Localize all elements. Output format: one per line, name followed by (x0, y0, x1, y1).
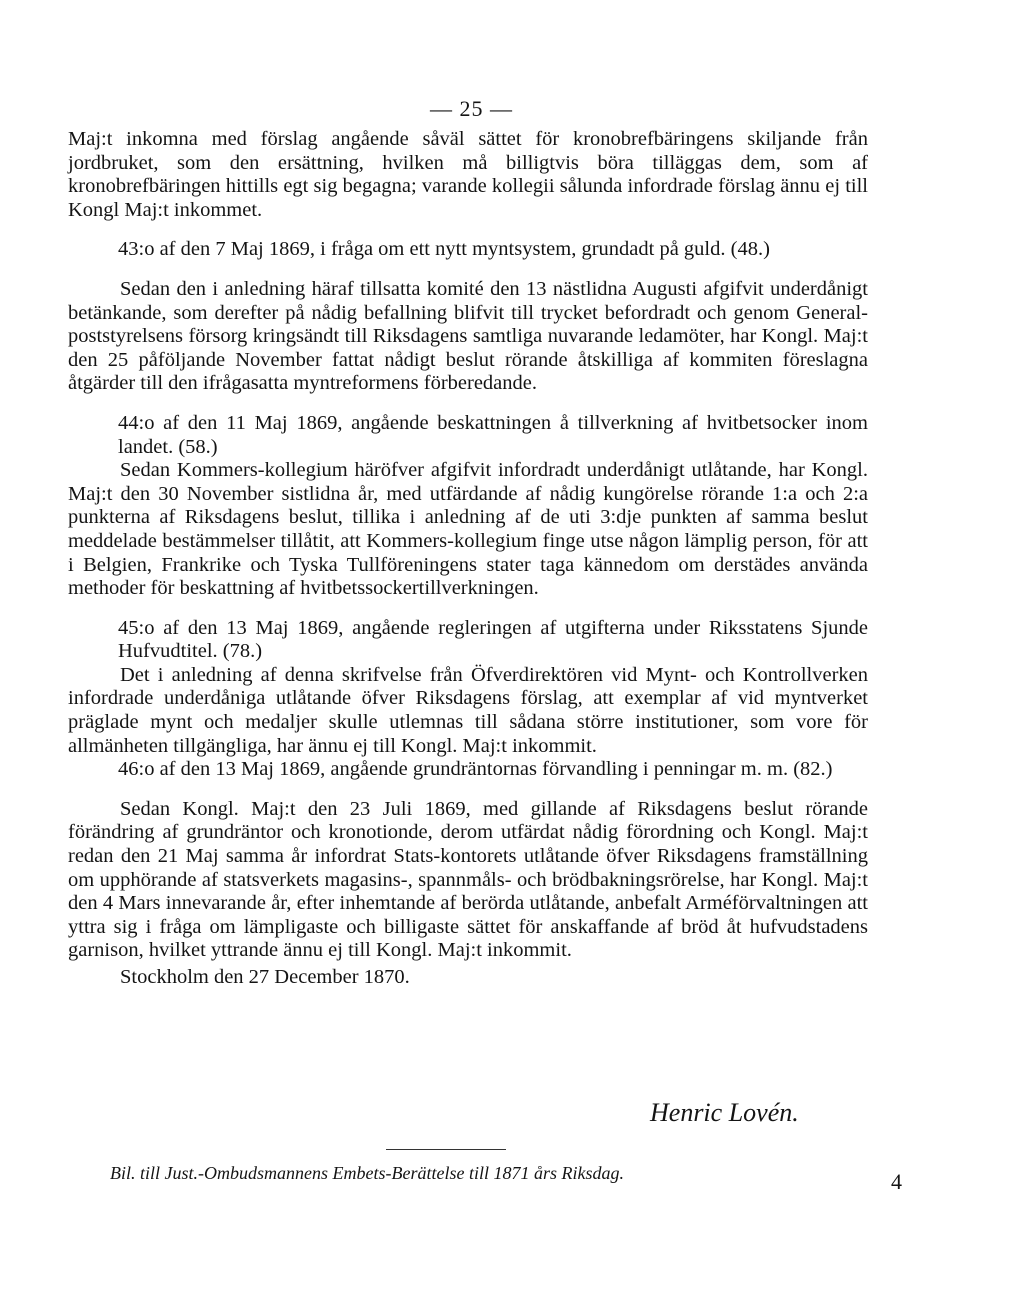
divider (386, 1149, 506, 1150)
paragraph: Sedan Kongl. Maj:t den 23 Juli 1869, med gillande af Riksdagens beslut rörande förändring af grundräntor och kronotionde, derom utfärdat nådig förordning och Kongl. Maj:t redan den 21 Maj samma år infordrat Stats-kontorets utlåtande öfver Riksdagens framställning om upphörande af statsverkets magasins-, spannmåls- och brödbakningsrörelse, har Kongl. Maj:t den 4 Mars innevarande år, efter inhemtande af berörda utlåtande, anbefalt Arméförvaltningen att yttra sig i fråga om lämpligaste och billigaste sättet för anskaffande af bröd åt hufvudstadens garnison, hvilket yttrande ännu ej till Kongl. Maj:t inkommit. (68, 797, 868, 962)
list-item: 44:o af den 11 Maj 1869, angående beskattningen å tillverkning af hvitbetsocker inom landet. (58.) (118, 411, 868, 458)
page-number: — 25 — (430, 96, 513, 121)
list-item: 43:o af den 7 Maj 1869, i fråga om ett nytt myntsystem, grundadt på guld. (48.) (118, 238, 770, 261)
closing-date-line: Stockholm den 27 December 1870. (120, 966, 410, 988)
sheet-signature-mark: 4 (891, 1169, 902, 1194)
paragraph: Sedan den i anledning häraf tillsatta komité den 13 nästlidna Augusti afgifvit underdånigt betänkande, som derefter på nådig befallning blifvit till trycket befordradt och genom General-poststyrelsens försorg kringsändt till Riksdagens samtliga nuvarande ledamöter, har Kongl. Maj:t den 25 påföljande November fattat nådigt beslut rörande åtskilliga af kommiten föreslagna åtgärder till den ifrågasatta myntreformens förberedande. (68, 277, 868, 395)
paragraph: Sedan Kommers-kollegium häröfver afgifvit infordradt underdånigt utlåtande, har Kongl. Maj:t den 30 November sistlidna år, med utfärdande af nådig kungörelse rörande 1:a och 2:a punkterna af Riksdagens beslut, tillika i anledning af de uti 3:dje punkten af samma beslut meddelade bestämmelser tillåtit, att Kommers-kollegium finge utse någon lämplig person, för att i Belgien, Frankrike och Tyska Tullföreningens stater taga kännedom om derstädes använda methoder för beskattning af hvitbetssockertillverkningen. (68, 459, 868, 600)
list-item: 45:o af den 13 Maj 1869, angående regleringen af utgifterna under Riksstatens Sjunde Hufvudtitel. (78.) (118, 616, 868, 663)
paragraph: Det i anledning af denna skrifvelse från Öfverdirektören vid Mynt- och Kontrollverken infordrade underdåniga utlåtande öfver Riksdagens förslag, att exemplar af vid myntverket präglade mynt och medaljer skulle utlemnas till sådana större institutioner, som vore för allmänheten tillgängliga, har ännu ej till Kongl. Maj:t inkommit. (68, 663, 868, 757)
footer-note: Bil. till Just.-Ombudsmannens Embets-Berättelse till 1871 års Riksdag. (110, 1163, 624, 1183)
paragraph-continuation: Maj:t inkomna med förslag angående såväl sättet för kronobrefbäringens skiljande från jordbruket, som den ersättning, hvilken må billigtvis böra tilläggas dem, som af kronobrefbäringen hittills egt sig begagna; varande kollegii sålunda infordrade förslag ännu ej till Kongl Maj:t inkommet. (68, 128, 868, 221)
list-item: 46:o af den 13 Maj 1869, angående grundräntornas förvandling i penningar m. m. (82.) (118, 758, 833, 781)
signature: Henric Lovén. (650, 1098, 799, 1127)
document-body (68, 128, 868, 989)
